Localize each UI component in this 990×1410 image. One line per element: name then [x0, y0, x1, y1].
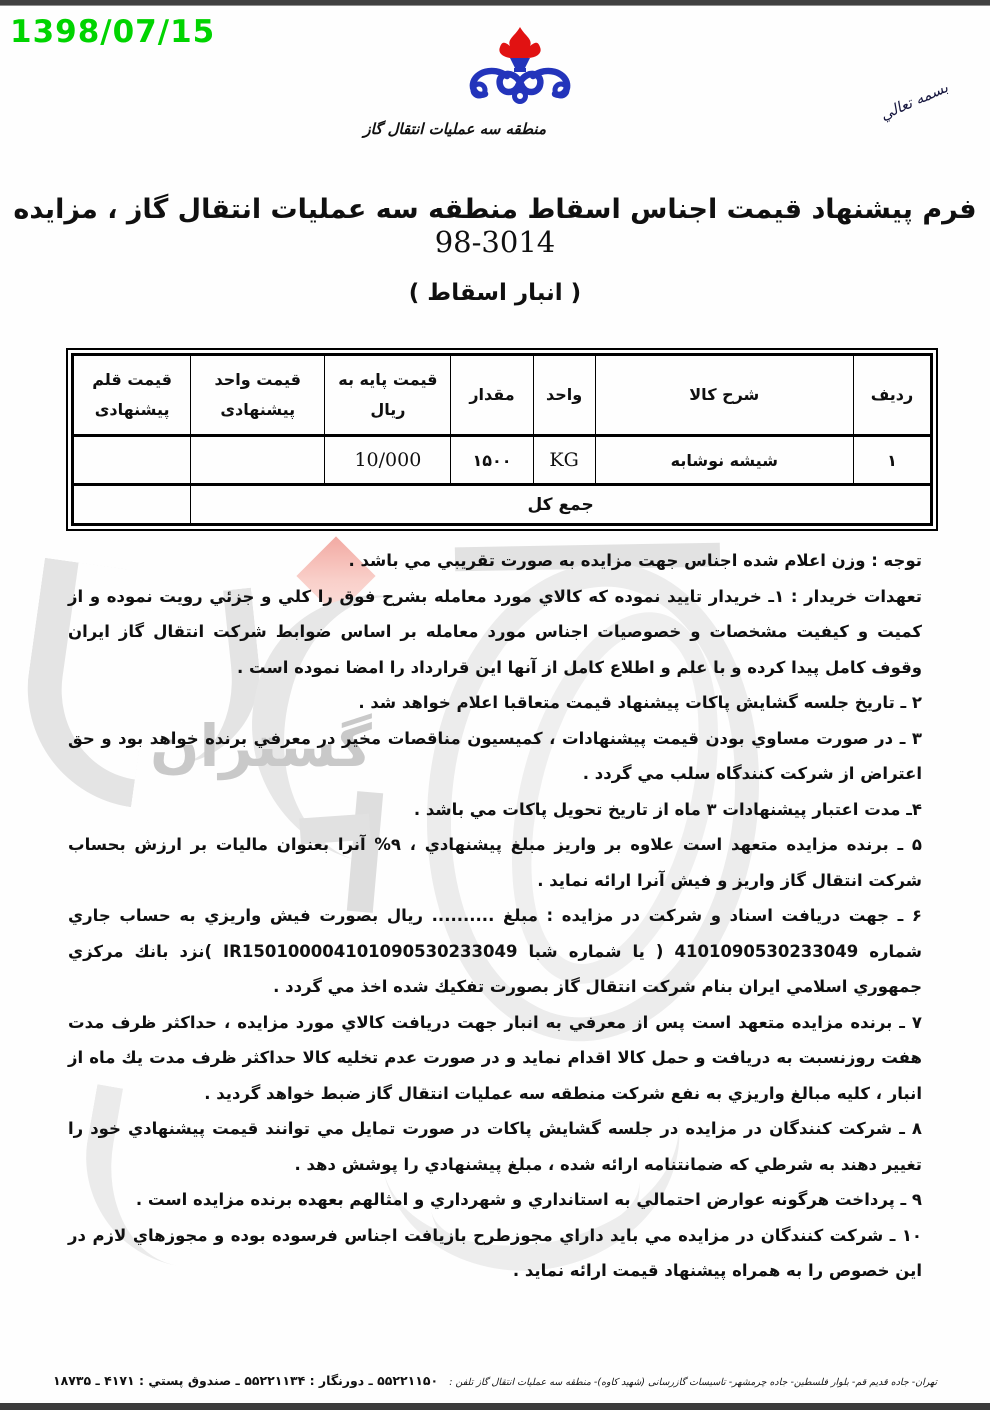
table-row: [73, 436, 932, 485]
scan-top-bar: [0, 0, 990, 6]
scan-bottom-bar: [0, 1403, 990, 1410]
term-3: ۳ ـ در صورت مساوي بودن قیمت پیشنهادات ، کمیسیون مناقصات مخیر در معرفي برنده خواهد بود و حق اعتراض از شرکت کنندگاه سلب مي گردد .: [68, 728, 922, 783]
term-10: ۱۰ ـ شرکت کنندگان در مزایده مي باید داراي مجوزطرح بازیافت اجناس فرسوده بوده و مجوزهاي لازم در این خصوص را به همراه پیشنهاد قیمت ارائه نماید .: [68, 1225, 922, 1280]
term-4: ۴ـ مدت اعتبار پیشنهادات ۳ ماه از تاریخ تحویل پاکات مي باشد .: [413, 799, 922, 819]
logo-caption: منطقه سه عملیات انتقال گاز: [363, 120, 546, 138]
cell-base-price: 10/000: [325, 436, 451, 485]
term-8: ۸ ـ شرکت کنندگان در مزایده در جلسه گشایش پاکات در صورت تمایل مي توانند قیمت پیشنهادي خود را تغییر دهند به شرطي که ضمانتنامه ارائه شده ، مبلغ پیشنهادي را پوشش دهد .: [68, 1119, 922, 1174]
col-header-unit: واحد: [533, 355, 595, 436]
tender-number: 98-3014: [434, 225, 556, 259]
cell-item-offer-empty: [73, 436, 191, 485]
col-header-base-price: قیمت پایه به ریال: [325, 355, 451, 436]
col-header-qty: مقدار: [451, 355, 533, 436]
term-5: ۵ ـ برنده مزایده متعهد است علاوه بر واریز مبلغ پیشنهادي ، ۹% آنرا بعنوان مالیات بر ارزش بحساب شرکت انتقال گاز واریز و فیش آنرا ارائه نماید .: [68, 835, 922, 890]
footer-address: تهران- جاده قدیم قم- بلوار فلسطین- جاده چرمشهر- تاسیسات گازرسانی (شهید کاوه)- منطقه سه عملیات انتقال گاز تلفن :: [449, 1377, 938, 1388]
footer-contacts: ۵۵۲۲۱۱۵۰ ـ دورنگار : ۵۵۲۲۱۱۳۴ ـ صندوق پستي : ۴۱۷۱ ـ ۱۸۷۳۵: [52, 1373, 439, 1388]
form-subtitle: ( انبار اسقاط ): [408, 280, 582, 306]
cell-unit: KG: [533, 436, 595, 485]
note-weight-approx: توجه : وزن اعلام شده اجناس جهت مزایده به صورت تقریبي مي باشد .: [348, 551, 922, 570]
col-header-unit-offer: قیمت واحد پیشنهادی: [191, 355, 325, 436]
scan-date-stamp: 1398/07/15: [10, 14, 216, 50]
col-header-desc: شرح کالا: [595, 355, 853, 436]
total-value-cell-empty: [73, 485, 191, 525]
cell-radif: ۱: [853, 436, 931, 485]
nigc-flame-emblem-icon: [452, 24, 588, 120]
cell-quantity: ۱۵۰۰: [451, 436, 533, 485]
col-header-item-offer: قیمت قلم پیشنهادی: [73, 355, 191, 436]
footer-contact-line: [0, 1370, 990, 1389]
table-header-row: [73, 355, 932, 436]
buyer-obligation-1: تعهدات خریدار : ۱ـ خریدار تایید نموده که کالاي مورد معامله بشرح فوق را کلي و جزئي رویت نموده و از کمیت و کیفیت مشخصات و خصوصیات اجناس مورد معامله بر اساس ضوابط شرکت انتقال گاز ایران وقوف کامل پیدا کرده و با علم و اطلاع کامل از آنها این قرارداد را امضا نموده است .: [68, 586, 922, 677]
price-table-wrapper: [66, 348, 938, 531]
cell-item-description: شیشه نوشابه: [595, 436, 853, 485]
table-total-row: [73, 485, 932, 525]
cell-unit-offer-empty: [191, 436, 325, 485]
col-header-radif: ردیف: [853, 355, 931, 436]
form-title: [0, 194, 990, 259]
price-table: [71, 353, 933, 526]
bismillah-calligraphy: بسمه تعالي: [877, 78, 951, 124]
total-label-cell: جمع کل: [191, 485, 932, 525]
term-9: ۹ ـ پرداخت هرگونه عوارض احتمالي به استانداري و شهرداري و امثالهم بعهده برنده مزایده است .: [135, 1190, 922, 1209]
watermark-text: گستران: [150, 712, 372, 780]
terms-and-notes: [68, 543, 922, 1289]
form-title-text: فرم پیشنهاد قیمت اجناس اسقاط منطقه سه عملیات انتقال گاز ، مزایده: [13, 194, 977, 225]
term-2: ۲ ـ تاریخ جلسه گشایش پاکات پیشنهاد قیمت متعاقبا اعلام خواهد شد .: [358, 693, 922, 712]
term-6-bank-account: ۶ ـ جهت دریافت اسناد و شرکت در مزایده : مبلغ .......... ریال بصورت فیش واریزي به حساب جاري شماره 4101090530233049 ( یا شماره شبا IR150100004101090530233049 )نزد بانك مرکزي جمهوري اسلامي ایران بنام شرکت انتقال گاز بصورت تفکیك شده اخذ مي گردد .: [68, 906, 922, 996]
term-7: ۷ ـ برنده مزایده متعهد است پس از معرفي به انبار جهت دریافت کالاي مورد مزایده ، حداکثر ظرف مدت هفت روزنسبت به دریافت و حمل کالا اقدام نماید و در صورت عدم تخلیه کالا حداکثر ظرف مدت یك ماه از انبار ، کلیه مبالغ واریزي به نفع شرکت منطقه سه عملیات انتقال گاز ضبط خواهد گردید .: [68, 1012, 922, 1103]
company-logo: [363, 24, 588, 138]
